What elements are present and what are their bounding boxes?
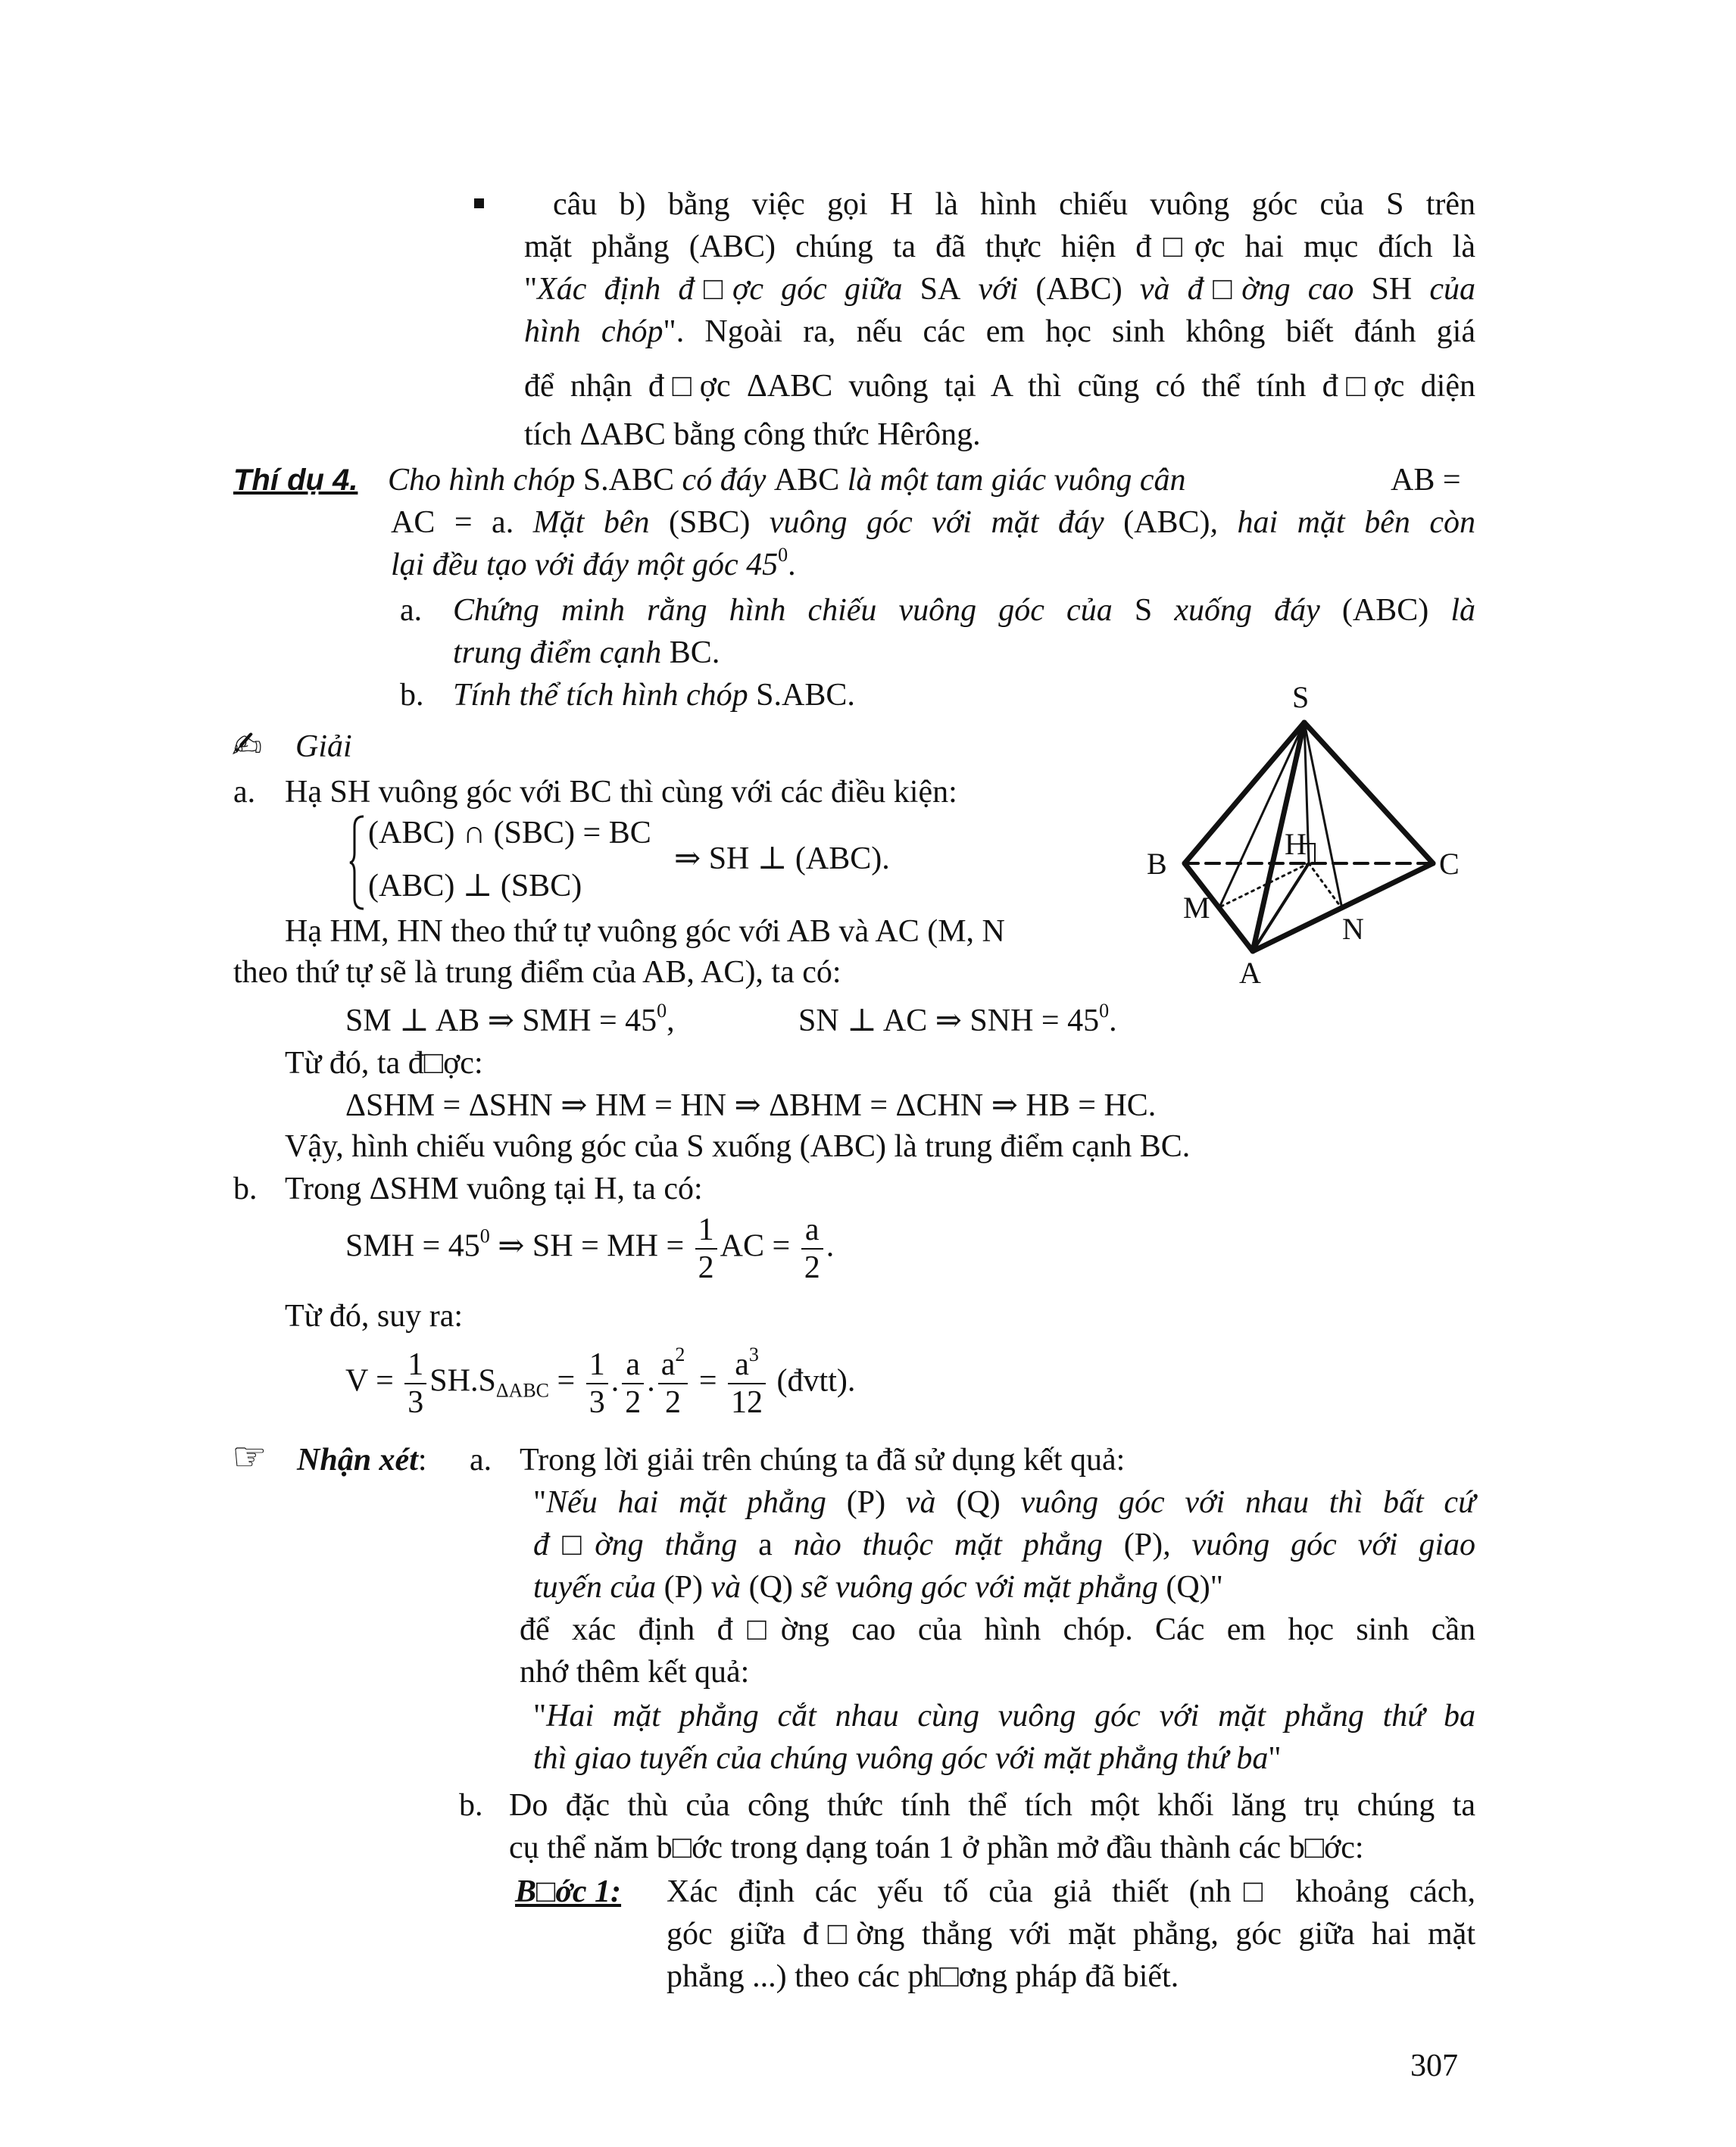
step-1-line-1: Xác định các yếu tố của giả thiết (nh□ khoảng cách, <box>667 1874 1475 1909</box>
remark-a-line-1: Trong lời giải trên chúng ta đã sử dụng kết quả: <box>520 1443 1126 1478</box>
fraction-one-half: $\frac{1}{2}$ <box>695 1212 717 1286</box>
label-b: B <box>1147 847 1167 881</box>
remark-middle-line-2: nhớ thêm kết quả: <box>520 1655 750 1690</box>
example-line-1: Cho hình chóp S.ABC có đáy ABC là một tam giác vuông cân <box>388 463 1186 498</box>
quote-1-line-1: "Nếu hai mặt phẳng (P) và (Q) vuông góc với nhau thì bất cứ <box>533 1485 1475 1520</box>
quote-2-line-2: thì giao tuyến của chúng vuông góc với mặt phẳng thứ ba" <box>533 1741 1282 1776</box>
part-a-marker: a. <box>400 593 423 628</box>
solution-a-line-1: Hạ SH vuông góc với BC thì cùng với các điều kiện: <box>285 775 957 810</box>
quote-1-line-2: đ□ờng thẳng a nào thuộc mặt phẳng (P), vuông góc với giao <box>533 1528 1476 1562</box>
label-h: H <box>1285 827 1307 861</box>
solution-b-line-1: Trong ΔSHM vuông tại H, ta có: <box>285 1172 703 1206</box>
part-b-marker: b. <box>400 678 424 713</box>
system-brace <box>348 813 367 912</box>
remark-a-marker: a. <box>470 1443 492 1478</box>
bullet-icon <box>474 198 484 208</box>
label-s: S <box>1292 680 1310 714</box>
page-number: 307 <box>1410 2049 1458 2083</box>
intro-line-3: "Xác định đ□ợc góc giữa SA với (ABC) và đ□ờng cao SH của <box>524 272 1475 307</box>
solution-title: Giải <box>295 729 352 764</box>
remark-b-marker: b. <box>459 1788 483 1823</box>
part-b-line-1: Tính thể tích hình chóp S.ABC. <box>453 678 855 713</box>
equation-angles-2: SN ⊥ AC ⇒ SNH = $45^0$. <box>798 1000 1117 1038</box>
system-result: ⇒ SH ⊥ (ABC). <box>674 841 890 876</box>
fraction-a-squared-half: $\frac{a^2}{2}$ <box>658 1347 688 1421</box>
suy-ra-line: Từ đó, suy ra: <box>285 1299 464 1334</box>
remark-b-line-1: Do đặc thù của công thức tính thể tích một khối lăng trụ chúng ta <box>509 1788 1475 1823</box>
intro-line-2: mặt phẳng (ABC) chúng ta đã thực hiện đ□ợc hai mục đích là <box>524 229 1475 264</box>
remark-label: Nhận xét: <box>297 1443 427 1478</box>
quote-2-line-1: "Hai mặt phẳng cắt nhau cùng vuông góc với mặt phẳng thứ ba <box>533 1699 1475 1734</box>
example-label: Thí dụ 4. <box>233 463 358 497</box>
example-line-1-end: AB = <box>1391 463 1461 498</box>
label-a: A <box>1239 956 1261 990</box>
system-eq-1: (ABC) ∩ (SBC) = BC <box>368 816 651 850</box>
step-1-line-2: góc giữa đ□ờng thẳng với mặt phẳng, góc giữa hai mặt <box>667 1917 1475 1952</box>
fraction-one-third-2: $\frac{1}{3}$ <box>586 1347 608 1421</box>
label-c: C <box>1439 847 1460 881</box>
intro-line-6: tích ΔABC bằng công thức Hêrông. <box>524 417 981 452</box>
pen-icon: ✍ <box>232 724 263 766</box>
fraction-a-half: $\frac{a}{2}$ <box>801 1212 823 1286</box>
intro-line-5: để nhận đ□ợc ΔABC vuông tại A thì cũng có thể tính đ□ợc diện <box>524 369 1475 404</box>
conclusion-line: Vậy, hình chiếu vuông góc của S xuống (ABC) là trung điểm cạnh BC. <box>285 1129 1191 1164</box>
pyramid-figure <box>1136 674 1485 1000</box>
hm-line-1: Hạ HM, HN theo thứ tự vuông góc với AB và AC (M, N <box>285 914 1005 949</box>
hm-line-2: theo thứ tự sẽ là trung điểm của AB, AC), ta có: <box>233 955 841 990</box>
segment-sn <box>1304 722 1342 909</box>
step-1-label: B□ớc 1: <box>515 1874 622 1909</box>
fraction-a-cubed-twelfth: $\frac{a^3}{12}$ <box>728 1347 766 1421</box>
intro-line-1: câu b) bằng việc gọi H là hình chiếu vuông góc của S trên <box>553 187 1475 222</box>
example-line-2: AC = a. Mặt bên (SBC) vuông góc với mặt đáy (ABC), hai mặt bên còn <box>391 505 1475 540</box>
system-eq-2: (ABC) ⊥ (SBC) <box>368 869 582 903</box>
label-m: M <box>1183 891 1210 925</box>
quote-1-line-3: tuyến của (P) và (Q) sẽ vuông góc với mặt phẳng (Q)" <box>533 1570 1223 1605</box>
segment-sm <box>1219 722 1304 907</box>
fraction-a-half-2: $\frac{a}{2}$ <box>622 1347 644 1421</box>
remark-middle-line-1: để xác định đ□ờng cao của hình chóp. Các em học sinh cần <box>520 1612 1475 1647</box>
equation-sh: SMH = $45^0$ ⇒ SH = MH = $\frac{1}{2}$ AC = $\frac{a}{2}$ . <box>345 1212 835 1285</box>
edge-sc <box>1304 722 1433 863</box>
equation-congruence: ΔSHM = ΔSHN ⇒ HM = HN ⇒ ΔBHM = ΔCHN ⇒ HB = HC. <box>345 1088 1157 1123</box>
equation-angles: SM ⊥ AB ⇒ SMH = $45^0$, <box>345 1000 675 1038</box>
tu-do-line: Từ đó, ta đ□ợc: <box>285 1046 483 1081</box>
step-1-line-3: phẳng ...) theo các ph□ơng pháp đã biết. <box>667 1959 1179 1994</box>
part-a-line-2: trung điểm cạnh BC. <box>453 635 720 670</box>
equation-volume: V = $\frac{1}{3}$ $SH.S_{\Delta ABC}$ = $\frac{1}{3}$ . $\frac{a}{2}$ . $\frac{a^2}{2}$ = $\frac{a^3}{12}$ (đvtt). <box>345 1343 856 1420</box>
solution-a-marker: a. <box>233 775 256 810</box>
fraction-one-third: $\frac{1}{3}$ <box>404 1347 426 1421</box>
intro-line-4: hình chóp". Ngoài ra, nếu các em học sinh không biết đánh giá <box>524 314 1475 349</box>
label-n: N <box>1342 912 1364 946</box>
solution-b-marker: b. <box>233 1172 258 1206</box>
remark-b-line-2: cụ thể năm b□ớc trong dạng toán 1 ở phần mở đầu thành các b□ớc: <box>509 1830 1364 1865</box>
example-line-3: lại đều tạo với đáy một góc $45^0$. <box>391 544 796 582</box>
part-a-line-1: Chứng minh rằng hình chiếu vuông góc của S xuống đáy (ABC) là <box>453 593 1475 628</box>
pointing-hand-icon: ☞ <box>232 1434 267 1480</box>
